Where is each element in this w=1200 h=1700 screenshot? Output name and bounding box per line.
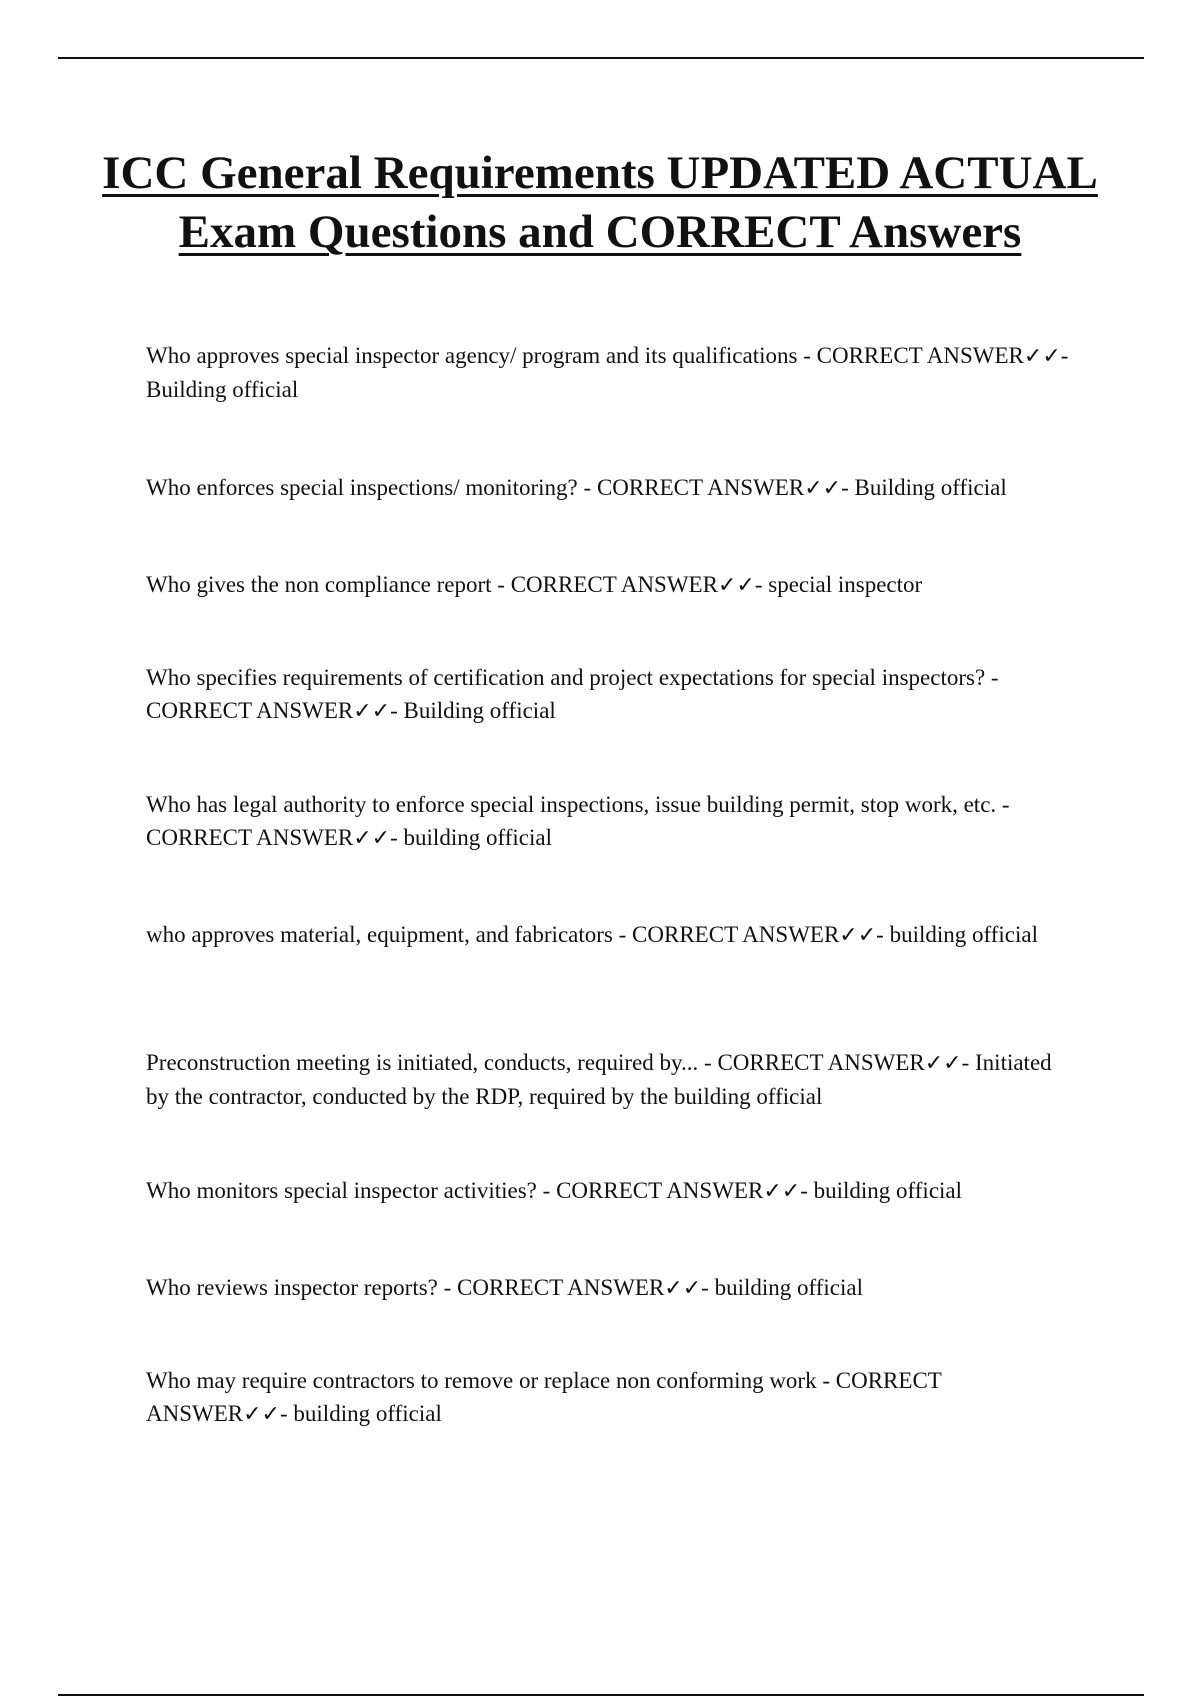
answer-text: Building official: [854, 475, 1007, 500]
question-text: Who gives the non compliance report: [146, 572, 492, 597]
answer-text: Initiated by the contractor, conducted by the RDP, required by the building official: [146, 1050, 1052, 1109]
question-text: Preconstruction meeting is initiated, conducts, required by...: [146, 1050, 699, 1075]
qa-item: Who monitors special inspector activities? - CORRECT ANSWER✓✓- building official: [146, 1178, 963, 1204]
answer-text: building official: [403, 825, 552, 850]
qa-item: Preconstruction meeting is initiated, conducts, required by... - CORRECT ANSWER✓✓- Initiated by the contractor, conducted by the RDP, required by the building official: [146, 1050, 1052, 1109]
bottom-rule: [58, 1694, 1144, 1696]
qa-item: Who has legal authority to enforce special inspections, issue building permit, stop work, etc. - CORRECT ANSWER✓✓- building official: [146, 792, 1010, 851]
question-text: Who has legal authority to enforce special inspections, issue building permit, stop work, etc.: [146, 792, 997, 817]
qa-item: Who approves special inspector agency/ program and its qualifications - CORRECT ANSWER✓✓- Building official: [146, 343, 1069, 402]
question-text: Who approves special inspector agency/ program and its qualifications: [146, 343, 798, 368]
double-check-icon: ✓✓: [924, 1051, 962, 1076]
question-text: Who monitors special inspector activities?: [146, 1178, 537, 1203]
answer-marker: CORRECT ANSWER: [457, 1275, 665, 1300]
double-check-icon: ✓✓: [839, 923, 877, 948]
question-text: who approves material, equipment, and fabricators: [146, 922, 613, 947]
double-check-icon: ✓✓: [664, 1276, 702, 1301]
answer-text: special inspector: [768, 572, 923, 597]
question-text: Who specifies requirements of certification and project expectations for special inspectors?: [146, 665, 986, 690]
answer-marker: CORRECT ANSWER: [596, 475, 805, 500]
answer-text: building official: [813, 1178, 963, 1203]
question-text: Who may require contractors to remove or replace non conforming work: [146, 1368, 817, 1393]
double-check-icon: ✓✓: [1023, 344, 1061, 369]
double-check-icon: ✓✓: [353, 699, 391, 724]
answer-text: Building official: [403, 698, 556, 723]
answer-marker: CORRECT ANSWER: [556, 1178, 764, 1203]
qa-item: Who enforces special inspections/ monitoring? - CORRECT ANSWER✓✓- Building official: [146, 475, 1007, 501]
answer-marker: CORRECT ANSWER: [146, 825, 354, 850]
answer-marker: CORRECT ANSWER: [510, 572, 718, 597]
qa-item: Who reviews inspector reports? - CORRECT ANSWER✓✓- building official: [146, 1275, 864, 1301]
answer-text: building official: [293, 1401, 442, 1426]
double-check-icon: ✓✓: [804, 476, 842, 501]
qa-item: Who may require contractors to remove or replace non conforming work - CORRECT ANSWER✓✓- building official: [146, 1368, 942, 1427]
answer-text: building official: [714, 1275, 864, 1300]
answer-marker: CORRECT ANSWER: [146, 1368, 942, 1426]
qa-item: Who gives the non compliance report - CORRECT ANSWER✓✓- special inspector: [146, 572, 923, 598]
double-check-icon: ✓✓: [717, 573, 755, 598]
top-rule: [58, 57, 1144, 59]
answer-marker: CORRECT ANSWER: [717, 1050, 925, 1075]
qa-item: who approves material, equipment, and fabricators - CORRECT ANSWER✓✓- building official: [146, 922, 1039, 948]
answer-marker: CORRECT ANSWER: [146, 698, 354, 723]
answer-text: Building official: [146, 377, 299, 402]
double-check-icon: ✓✓: [243, 1402, 280, 1427]
question-text: Who reviews inspector reports?: [146, 1275, 438, 1300]
answer-text: building official: [889, 922, 1039, 947]
double-check-icon: ✓✓: [353, 826, 391, 851]
document-title: ICC General Requirements UPDATED ACTUAL Exam Questions and CORRECT Answers: [102, 147, 1098, 258]
question-text: Who enforces special inspections/ monitoring?: [146, 475, 578, 500]
answer-marker: CORRECT ANSWER: [816, 343, 1024, 368]
double-check-icon: ✓✓: [763, 1179, 801, 1204]
qa-item: Who specifies requirements of certification and project expectations for special inspectors? - CORRECT ANSWER✓✓- Building official: [146, 665, 999, 724]
answer-marker: CORRECT ANSWER: [632, 922, 840, 947]
